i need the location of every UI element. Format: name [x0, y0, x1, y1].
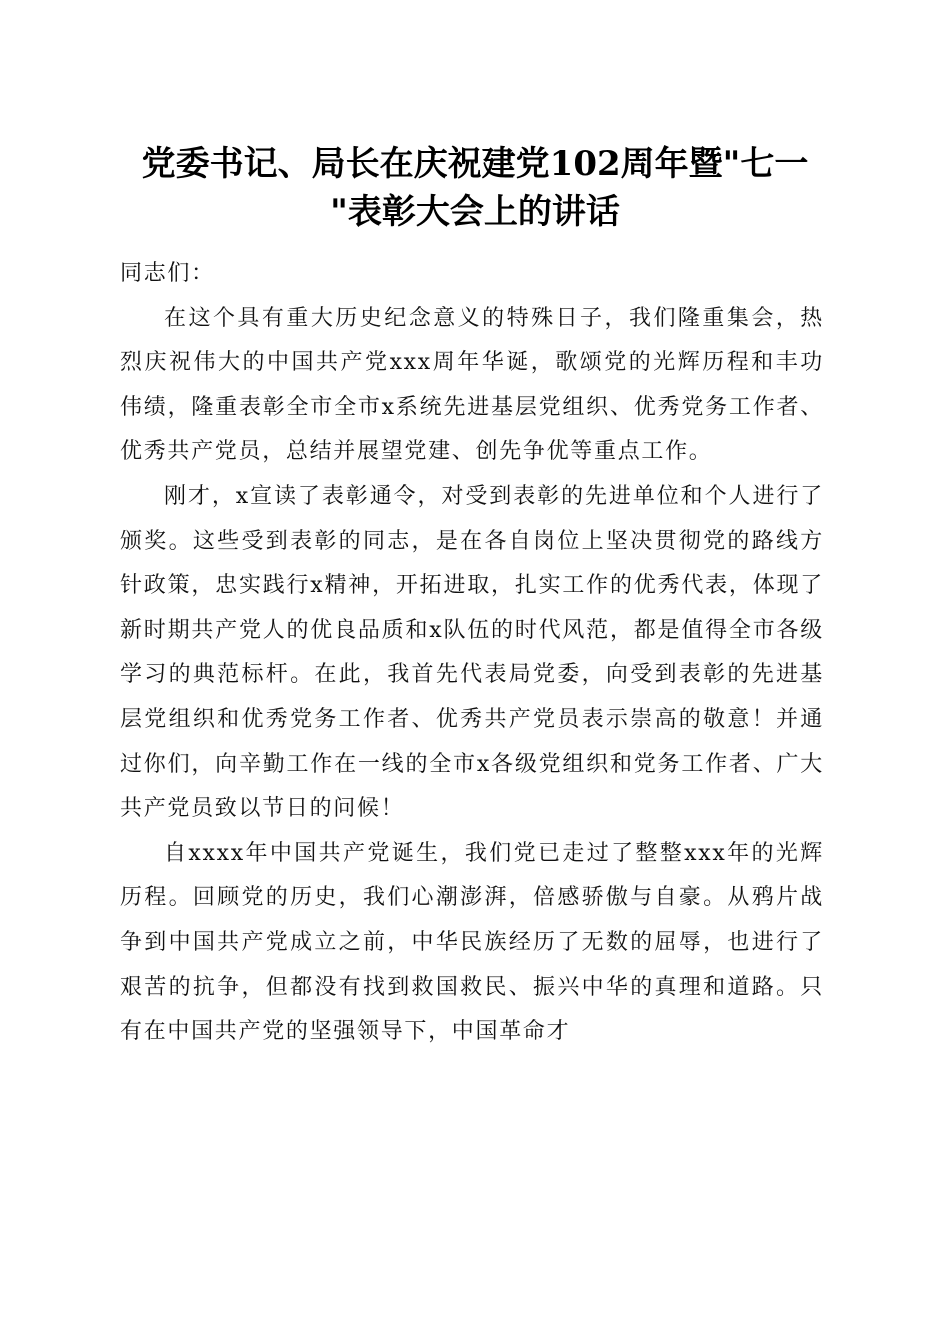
document-title — [110, 140, 840, 236]
paragraph-2: 刚才，x宣读了表彰通令，对受到表彰的先进单位和个人进行了颁奖。这些受到表彰的同志，是在各自岗位上坚决贯彻党的路线方针政策，忠实践行x精神，开拓进取，扎实工作的优秀代表，体现了新时期共产党人的优良品质和x队伍的时代风范，都是值得全市各级学习的典范标杆。在此，我首先代表局党委，向受到表彰的先进基层党组织和优秀党务工作者、优秀共产党员表示崇高的敬意！并通过你们，向辛勤工作在一线的全市x各级党组织和党务工作者、广大共产党员致以节日的问候！ — [120, 483, 824, 822]
title-line-1: 党委书记、局长在庆祝建党102周年暨"七一 — [141, 144, 809, 184]
document-body — [120, 252, 824, 1055]
paragraph-3: 自xxxx年中国共产党诞生，我们党已走过了整整xxx年的光辉历程。回顾党的历史，我们心潮澎湃，倍感骄傲与自豪。从鸦片战争到中国共产党成立之前，中华民族经历了无数的屈辱，也进行了艰苦的抗争，但都没有找到救国救民、振兴中华的真理和道路。只有在中国共产党的坚强领导下，中国革命才 — [120, 840, 824, 1045]
title-line-2: "表彰大会上的讲话 — [330, 192, 620, 232]
paragraph-1: 在这个具有重大历史纪念意义的特殊日子，我们隆重集会，热烈庆祝伟大的中国共产党xxx周年华诞，歌颂党的光辉历程和丰功伟绩，隆重表彰全市全市x系统先进基层党组织、优秀党务工作者、优秀共产党员，总结并展望党建、创先争优等重点工作。 — [120, 305, 824, 465]
salutation: 同志们： — [120, 261, 215, 286]
